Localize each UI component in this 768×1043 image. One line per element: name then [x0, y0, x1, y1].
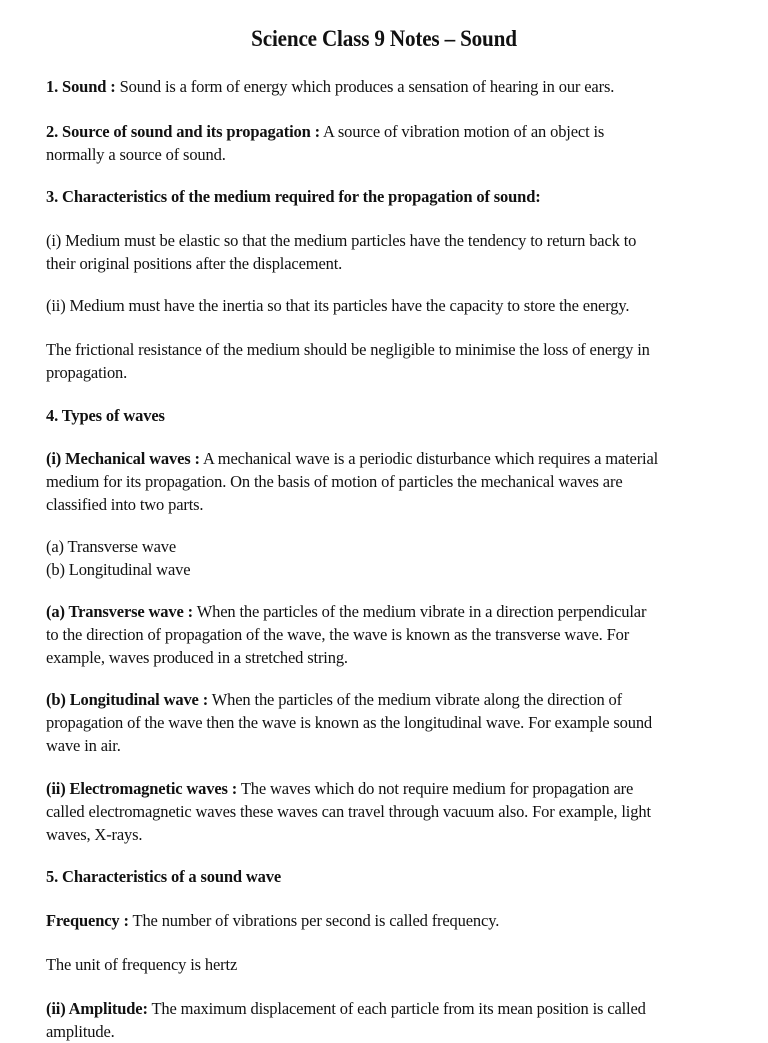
term-label: 1. Sound :: [46, 77, 116, 96]
term-label: Frequency :: [46, 911, 129, 930]
paragraph-text: The unit of frequency is hertz: [46, 955, 238, 974]
term-label: (a) Transverse wave :: [46, 602, 193, 621]
term-label: (ii) Amplitude:: [46, 999, 148, 1018]
section-heading-sound-wave-characteristics: [46, 865, 746, 888]
paragraph-electromagnetic-waves: [46, 777, 746, 846]
paragraph-text: propagation of the wave then the wave is known as the longitudinal wave. For example sound: [46, 713, 653, 732]
paragraph-medium-inertia: [46, 294, 746, 317]
section-heading-types-of-waves: [46, 404, 746, 427]
term-label: (b) Longitudinal wave :: [46, 690, 209, 709]
paragraph-text: normally a source of sound.: [46, 145, 226, 164]
paragraph-text: When the particles of the medium vibrate along the direction of: [211, 690, 622, 709]
paragraph-text: to the direction of propagation of the wave, the wave is known as the transverse wave. For: [46, 625, 630, 644]
term-label: (i) Mechanical waves :: [46, 449, 200, 468]
paragraph-text: their original positions after the displacement.: [46, 254, 343, 273]
paragraph-text: The frictional resistance of the medium should be negligible to minimise the loss of energy in: [46, 340, 650, 359]
section-heading-medium-characteristics: [46, 185, 746, 208]
paragraph-text: A source of vibration motion of an object is: [323, 122, 605, 141]
paragraph-sound-definition: [46, 75, 746, 98]
paragraph-frequency: [46, 909, 746, 932]
paragraph-text: The waves which do not require medium for propagation are: [240, 779, 634, 798]
paragraph-text: wave in air.: [46, 736, 121, 755]
paragraph-text: classified into two parts.: [46, 495, 204, 514]
section-heading: 5. Characteristics of a sound wave: [46, 867, 282, 886]
paragraph-text: amplitude.: [46, 1022, 115, 1041]
paragraph-frequency-unit: [46, 953, 746, 976]
paragraph-text: (ii) Medium must have the inertia so that its particles have the capacity to store the energy.: [46, 296, 630, 315]
list-wave-types: [46, 535, 746, 581]
paragraph-text: propagation.: [46, 363, 128, 382]
paragraph-text: The maximum displacement of each particle from its mean position is called: [151, 999, 646, 1018]
paragraph-transverse-wave: [46, 600, 746, 669]
paragraph-medium-elastic: [46, 229, 746, 275]
paragraph-mechanical-waves: [46, 447, 746, 516]
section-heading: 4. Types of waves: [46, 406, 165, 425]
paragraph-text: A mechanical wave is a periodic disturbance which requires a material: [202, 449, 659, 468]
paragraph-amplitude: [46, 997, 746, 1043]
paragraph-text: When the particles of the medium vibrate in a direction perpendicular: [196, 602, 647, 621]
section-heading: 3. Characteristics of the medium required for the propagation of sound:: [46, 187, 541, 206]
paragraph-frictional-resistance: [46, 338, 746, 384]
paragraph-longitudinal-wave: [46, 688, 746, 757]
list-item: (b) Longitudinal wave: [46, 560, 191, 579]
paragraph-text: The number of vibrations per second is called frequency.: [132, 911, 500, 930]
term-label: 2. Source of sound and its propagation :: [46, 122, 320, 141]
paragraph-text: waves, X-rays.: [46, 825, 143, 844]
paragraph-source-of-sound: [46, 120, 746, 166]
term-label: (ii) Electromagnetic waves :: [46, 779, 238, 798]
paragraph-text: (i) Medium must be elastic so that the medium particles have the tendency to return back to: [46, 231, 637, 250]
page-title: Science Class 9 Notes – Sound: [251, 26, 517, 51]
paragraph-text: Sound is a form of energy which produces a sensation of hearing in our ears.: [119, 77, 615, 96]
list-item: (a) Transverse wave: [46, 537, 177, 556]
paragraph-text: called electromagnetic waves these waves can travel through vacuum also. For example, light: [46, 802, 651, 821]
paragraph-text: example, waves produced in a stretched string.: [46, 648, 348, 667]
paragraph-text: medium for its propagation. On the basis of motion of particles the mechanical waves are: [46, 472, 623, 491]
